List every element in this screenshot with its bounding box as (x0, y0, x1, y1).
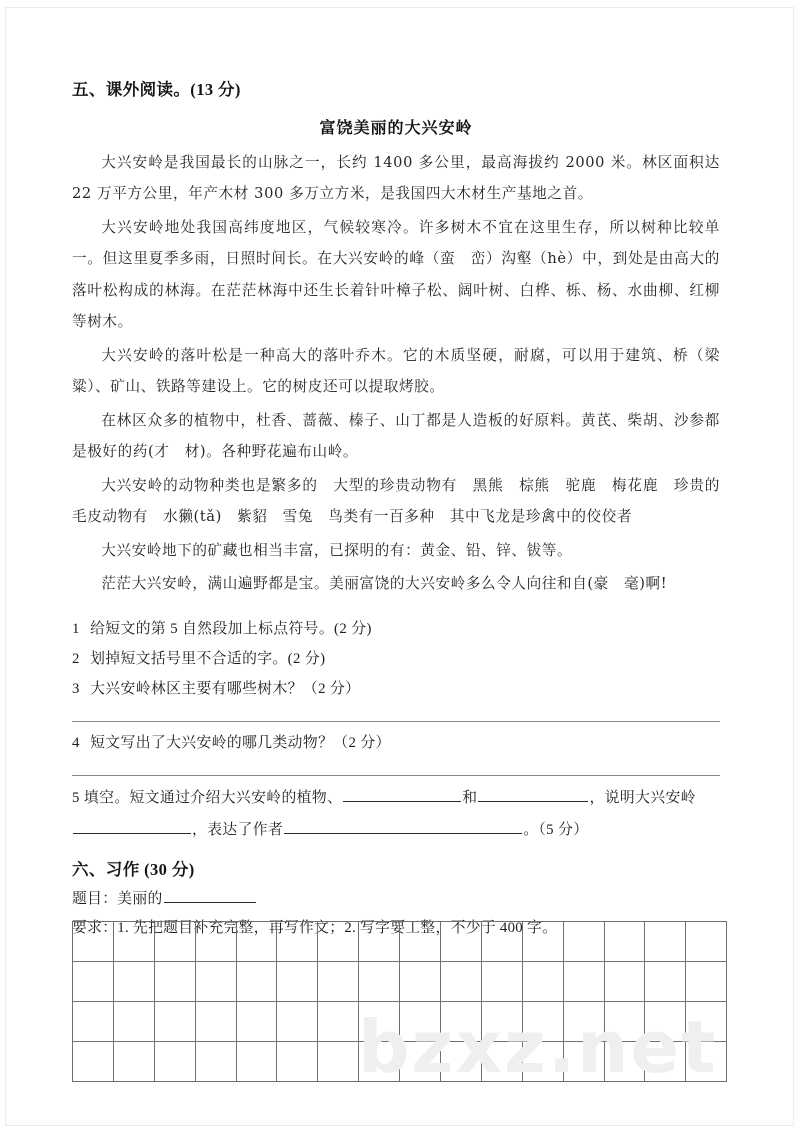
writing-grid-cell[interactable] (686, 1002, 727, 1042)
passage-paragraph-4: 在林区众多的植物中，杜香、蔷薇、榛子、山丁都是人造板的好原料。黄芪、柴胡、沙参都是极好的药(才 材)。各种野花遍布山岭。 (72, 411, 720, 461)
writing-grid-container (72, 921, 711, 1082)
writing-grid-cell[interactable] (645, 922, 686, 962)
question-number-2: 2 (72, 650, 80, 667)
writing-grid-cell[interactable] (441, 922, 482, 962)
writing-grid-cell[interactable] (195, 922, 236, 962)
section-heading-reading: 五、课外阅读。(13 分) (72, 80, 241, 99)
writing-grid-cell[interactable] (359, 922, 400, 962)
writing-grid-cell[interactable] (481, 1002, 522, 1042)
writing-grid-cell[interactable] (604, 1042, 645, 1082)
writing-grid-cell[interactable] (73, 922, 114, 962)
writing-grid-cell[interactable] (686, 922, 727, 962)
writing-grid-cell[interactable] (154, 1002, 195, 1042)
writing-grid-cell[interactable] (277, 1042, 318, 1082)
question-item-5 (72, 782, 720, 846)
question-item-3 (72, 674, 720, 704)
passage-paragraph-6: 大兴安岭地下的矿藏也相当丰富，已探明的有：黄金、铅、锌、钹等。 (101, 541, 573, 559)
writing-grid-cell[interactable] (318, 1042, 359, 1082)
writing-grid-cell[interactable] (154, 922, 195, 962)
writing-grid-row (73, 922, 727, 962)
fill-text-part-2: 和 (462, 789, 478, 806)
writing-grid-cell[interactable] (604, 922, 645, 962)
question-list (72, 614, 720, 846)
writing-grid-cell[interactable] (359, 1002, 400, 1042)
writing-grid-cell[interactable] (400, 922, 441, 962)
writing-grid-cell[interactable] (400, 1002, 441, 1042)
writing-grid-cell[interactable] (563, 1002, 604, 1042)
writing-grid-cell[interactable] (481, 962, 522, 1002)
question-text-1: 给短文的第 5 自然段加上标点符号。(2 分) (90, 620, 372, 637)
fill-text-part-4: ，表达了作者 (192, 821, 284, 838)
writing-grid-cell[interactable] (400, 962, 441, 1002)
writing-grid-cell[interactable] (277, 962, 318, 1002)
writing-grid-cell[interactable] (113, 1042, 154, 1082)
composition-topic-blank[interactable] (164, 887, 256, 903)
writing-grid-cell[interactable] (318, 1002, 359, 1042)
writing-grid-cell[interactable] (113, 922, 154, 962)
passage-paragraph-3: 大兴安岭的落叶松是一种高大的落叶乔木。它的木质坚硬，耐腐，可以用于建筑、桥（梁 粱）、矿山、铁路等建设上。它的树皮还可以提取烤胶。 (72, 346, 736, 396)
section-heading-composition: 六、习作 (30 分) (72, 859, 195, 879)
passage-paragraph-7: 茫茫大兴安岭，满山遍野都是宝。美丽富饶的大兴安岭多么令人向往和自(豪 毫)啊! (101, 575, 668, 593)
passage-paragraph-2: 大兴安岭地处我国高纬度地区，气候较寒冷。许多树木不宜在这里生存，所以树种比较单一。但这里夏季多雨，日照时间长。在大兴安岭的峰（蛮 峦）沟壑（hè）中，到处是由高大的落叶松构成的林海。在茫茫林海中还生长着针叶樟子松、阔叶树、白桦、栎、杨、水曲柳、红柳等树木。 (72, 218, 720, 331)
writing-grid-cell[interactable] (236, 922, 277, 962)
composition-requirement: 要求：1. 先把题目补充完整，再写作文；2. 写字要工整，不少于 400 字。 (72, 919, 558, 936)
question-item-2 (72, 644, 720, 674)
question-number-3: 3 (72, 680, 80, 697)
writing-grid-cell[interactable] (604, 1002, 645, 1042)
question-item-1 (72, 614, 720, 644)
writing-grid-cell[interactable] (481, 1042, 522, 1082)
writing-grid-cell[interactable] (195, 1002, 236, 1042)
writing-grid-cell[interactable] (277, 922, 318, 962)
writing-grid-cell[interactable] (522, 1042, 563, 1082)
passage-paragraph-1: 大兴安岭是我国最长的山脉之一，长约 1400 多公里，最高海拔约 2000 米。林区面积达 22 万平方公里，年产木材 300 多万立方米，是我国四大木材生产基地之首。 (72, 153, 720, 203)
writing-grid-cell[interactable] (154, 1042, 195, 1082)
answer-line-question-3[interactable] (72, 721, 720, 722)
writing-grid-cell[interactable] (400, 1042, 441, 1082)
watermark-text: bzxz.net (358, 1005, 718, 1089)
writing-grid-cell[interactable] (645, 1002, 686, 1042)
writing-grid-cell[interactable] (318, 922, 359, 962)
writing-grid-cell[interactable] (236, 962, 277, 1002)
writing-grid-cell[interactable] (481, 922, 522, 962)
writing-grid-cell[interactable] (604, 962, 645, 1002)
fill-text-part-3: ，说明大兴安岭 (589, 789, 696, 806)
writing-grid-cell[interactable] (359, 1042, 400, 1082)
writing-grid-row (73, 1042, 727, 1082)
answer-line-question-4[interactable] (72, 775, 720, 776)
writing-grid-cell[interactable] (441, 962, 482, 1002)
writing-grid-cell[interactable] (441, 1002, 482, 1042)
writing-grid-cell[interactable] (73, 962, 114, 1002)
writing-grid-cell[interactable] (686, 1042, 727, 1082)
writing-grid-cell[interactable] (277, 1002, 318, 1042)
writing-grid-cell[interactable] (195, 962, 236, 1002)
writing-grid-row (73, 1002, 727, 1042)
question-number-4: 4 (72, 734, 80, 751)
fill-text-part-5: 。（5 分） (523, 821, 589, 838)
reading-passage (72, 147, 736, 600)
writing-grid-cell[interactable] (195, 1042, 236, 1082)
writing-grid-row (73, 962, 727, 1002)
writing-grid-cell[interactable] (563, 962, 604, 1002)
fill-blank-3[interactable] (73, 818, 191, 834)
question-number-5: 5 (72, 789, 80, 806)
writing-grid-cell[interactable] (645, 1042, 686, 1082)
question-text-4: 短文写出了大兴安岭的哪几类动物？（2 分） (90, 734, 391, 751)
writing-grid-cell[interactable] (73, 1002, 114, 1042)
passage-paragraph-5: 大兴安岭的动物种类也是繁多的 大型的珍贵动物有 黑熊 棕熊 驼鹿 梅花鹿 珍贵的毛皮动物有 水獭(tǎ) 紫貂 雪兔 鸟类有一百多种 其中飞龙是珍禽中的佼佼者 (72, 476, 720, 526)
writing-grid-cell[interactable] (645, 962, 686, 1002)
composition-topic-label: 题目：美丽的 (72, 890, 163, 907)
writing-grid-cell[interactable] (359, 962, 400, 1002)
writing-grid-cell[interactable] (154, 962, 195, 1002)
question-text-3: 大兴安岭林区主要有哪些树木？（2 分） (90, 680, 361, 697)
article-title: 富饶美丽的大兴安岭 (319, 119, 473, 137)
question-text-2: 划掉短文括号里不合适的字。(2 分) (90, 650, 326, 667)
writing-grid[interactable] (72, 921, 727, 1082)
writing-grid-cell[interactable] (522, 962, 563, 1002)
writing-grid-cell[interactable] (113, 1002, 154, 1042)
page-content (72, 78, 736, 943)
fill-blank-1[interactable] (343, 786, 461, 802)
question-item-4 (72, 728, 720, 758)
fill-blank-4[interactable] (284, 818, 522, 834)
fill-blank-2[interactable] (478, 786, 588, 802)
writing-grid-cell[interactable] (686, 962, 727, 1002)
question-number-1: 1 (72, 620, 80, 637)
writing-grid-cell[interactable] (522, 922, 563, 962)
fill-text-part-1: 填空。短文通过介绍大兴安岭的植物、 (83, 789, 343, 806)
writing-grid-cell[interactable] (236, 1002, 277, 1042)
writing-grid-cell[interactable] (113, 962, 154, 1002)
writing-grid-body (73, 922, 727, 1082)
writing-grid-cell[interactable] (236, 1042, 277, 1082)
writing-grid-cell[interactable] (318, 962, 359, 1002)
writing-grid-cell[interactable] (441, 1042, 482, 1082)
writing-grid-cell[interactable] (563, 922, 604, 962)
composition-topic-line (72, 885, 720, 914)
writing-grid-cell[interactable] (73, 1042, 114, 1082)
writing-grid-cell[interactable] (522, 1002, 563, 1042)
writing-grid-cell[interactable] (563, 1042, 604, 1082)
